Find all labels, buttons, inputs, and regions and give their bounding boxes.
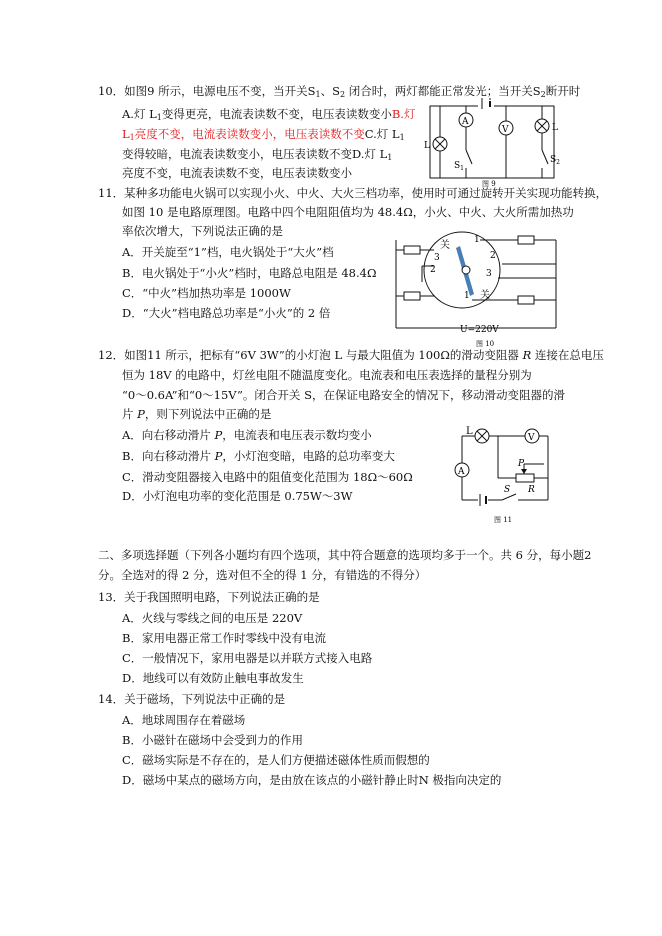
q13-stem: 13．关于我国照明电路，下列说法正确的是: [98, 590, 320, 604]
q13-option-b: B．家用电器正常工作时零线中没有电流: [122, 631, 326, 645]
svg-text:2: 2: [430, 265, 436, 275]
figure-9-circuit: [420, 98, 570, 188]
switch-off-label-2: 关: [480, 290, 490, 301]
section-2-heading: 二、多项选择题（下列各小题均有四个选项，其中符合题意的选项均多于一个。共 6 分，每小题2: [98, 548, 592, 562]
q10-option-a: A.灯 $L_1$变得更亮，电流表读数不变，电压表读数变小B.灯: [122, 107, 416, 122]
q11-option-b: B．电火锅处于“小火”档时，电路总电阻是 48.4Ω: [122, 266, 377, 280]
q11-stem-1: 11．某种多功能电火锅可以实现小火、中火、大火三档功率，使用时可通过旋转开关实现功能转换，: [98, 186, 608, 200]
q12-option-d: D．小灯泡电功率的变化范围是 0.75W～3W: [122, 489, 353, 503]
svg-text:3: 3: [434, 253, 440, 263]
svg-text:2: 2: [490, 251, 496, 261]
q12-stem-1: 12．如图11 所示，把标有“6V 3W”的小灯泡 L 与最大阻值为 100Ω的滑动变阻器 R 连接在总电压: [98, 348, 604, 362]
lamp-l-label: L: [552, 123, 558, 133]
switch-off-label: 关: [440, 240, 450, 251]
q12-stem-4: 片 P，则下列说法中正确的是: [122, 407, 272, 421]
rheostat-label: R: [528, 485, 535, 495]
switch-s2-label: $S_2$: [550, 155, 560, 166]
figure-9-caption: 图 9: [482, 180, 496, 188]
svg-text:1: 1: [464, 291, 470, 301]
q12-option-b: B．向右移动滑片 P，小灯泡变暗，电路的总功率变大: [122, 449, 395, 463]
q11-option-a: A．开关旋至“1”档，电火锅处于“大火”档: [122, 245, 334, 259]
figure-11-circuit: [448, 424, 558, 528]
svg-text:3: 3: [486, 269, 492, 279]
q14-option-c: C．磁场实际是不存在的，是人们方便描述磁体性质而假想的: [122, 753, 430, 767]
lamp-label: L: [466, 426, 473, 437]
ammeter-label: A: [458, 467, 465, 477]
q11-stem-2: 如图 10 是电路原理图。电路中四个电阻阻值均为 48.4Ω，小火、中火、大火所需加热功: [122, 205, 574, 219]
q12-option-c: C．滑动变阻器接入电路中的阻值变化范围为 18Ω～60Ω: [122, 470, 413, 484]
q12-option-a: A．向右移动滑片 P，电流表和电压表示数均变小: [122, 428, 372, 442]
q11-stem-3: 率依次增大，下列说法正确的是: [122, 224, 283, 238]
q11-option-c: C．“中火”档加热功率是 1000W: [122, 286, 291, 300]
q13-option-a: A．火线与零线之间的电压是 220V: [122, 611, 303, 625]
ammeter-label: A: [462, 117, 469, 127]
q12-stem-3: “0～0.6A”和“0～15V”。闭合开关 S，在保证电路安全的情况下，移动滑动变阻器的滑: [122, 388, 565, 402]
q14-option-b: B．小磁针在磁场中会受到力的作用: [122, 733, 303, 747]
voltmeter-label: V: [502, 125, 509, 135]
voltage-label: U=220V: [460, 325, 499, 335]
q10-option-b: $L_1$亮度不变，电流表读数变小，电压表读数不变C.灯 $L_1$: [122, 127, 405, 142]
lamp-l1-label: L: [424, 141, 430, 151]
figure-10-circuit: [394, 226, 564, 350]
svg-text:1: 1: [474, 235, 480, 245]
voltmeter-label: V: [528, 433, 535, 443]
q10-option-c: 变得较暗，电流表读数变小，电压表读数不变D.灯 $L_1$: [122, 147, 393, 162]
q14-option-d: D．磁场中某点的磁场方向，是由放在该点的小磁针静止时N 极指向决定的: [122, 773, 502, 787]
section-2-heading-2: 分。全选对的得 2 分，选对但不全的得 1 分，有错选的不得分）: [98, 568, 427, 582]
q13-option-c: C．一般情况下，家用电器是以并联方式接入电路: [122, 651, 373, 665]
q12-stem-2: 恒为 18V 的电路中，灯丝电阻不随温度变化。电流表和电压表选择的量程分别为: [122, 368, 532, 382]
q14-option-a: A．地球周围存在着磁场: [122, 713, 246, 727]
q14-stem: 14．关于磁场，下列说法中正确的是: [98, 692, 286, 706]
figure-10-caption: 图 10: [476, 340, 495, 348]
q10-stem: 10．如图9 所示，电源电压不变，当开关$S_1$、$S_2$ 闭合时，两灯都能正常发光；当开关$S_2$断开时: [98, 84, 581, 99]
switch-label: S: [504, 485, 511, 495]
switch-s1-label: $S_1$: [454, 161, 464, 172]
slider-label: P: [518, 459, 525, 469]
q10-option-d: 亮度不变，电流表读数不变，电压表读数变小: [122, 166, 352, 180]
q13-option-d: D．地线可以有效防止触电事故发生: [122, 671, 304, 685]
q11-option-d: D．“大火”档电路总功率是“小火”的 2 倍: [122, 306, 331, 320]
figure-11-caption: 图 11: [494, 516, 513, 524]
